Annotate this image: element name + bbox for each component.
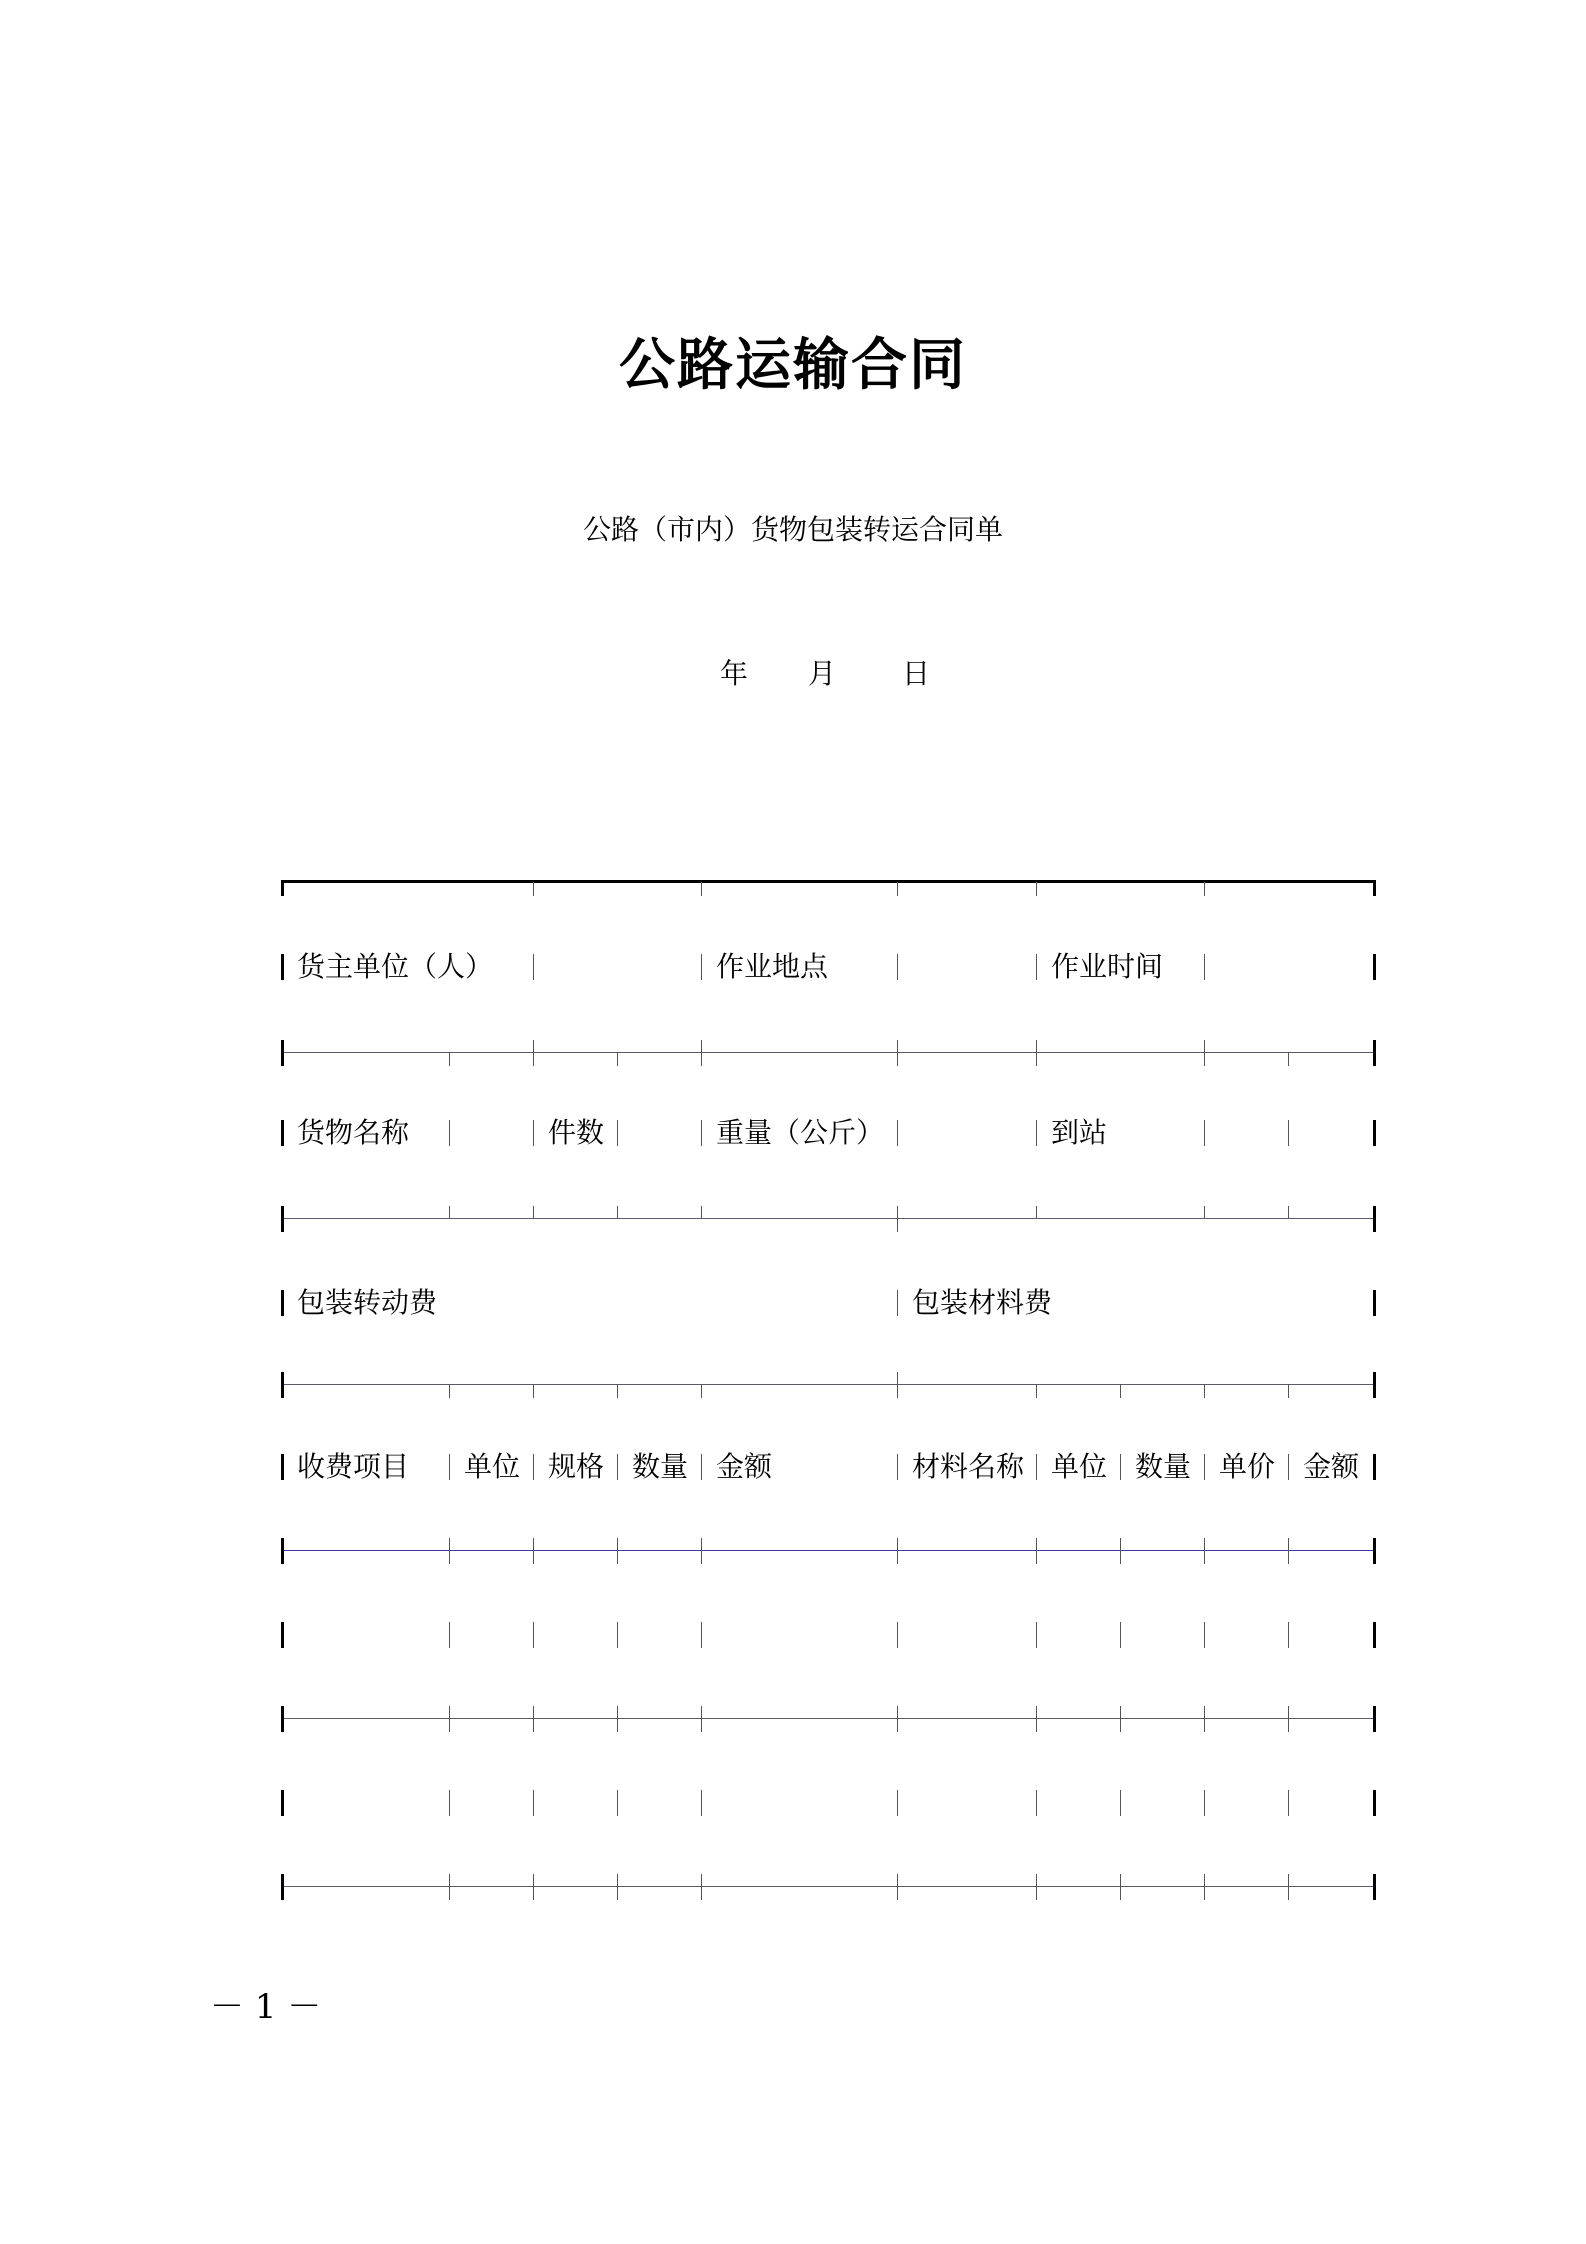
edge-tick bbox=[1373, 880, 1376, 896]
header-material-amount: 金额 bbox=[1303, 1450, 1360, 1483]
column-tick bbox=[449, 1206, 450, 1218]
column-separator bbox=[897, 1790, 898, 1816]
column-separator bbox=[897, 1120, 898, 1146]
row-rule bbox=[282, 1550, 1376, 1551]
column-tick bbox=[533, 882, 534, 896]
column-tick bbox=[533, 1384, 534, 1398]
label-shipper: 货主单位（人） bbox=[297, 950, 494, 983]
column-tick bbox=[897, 1538, 898, 1564]
column-tick bbox=[449, 1384, 450, 1398]
page-number: － 1 － bbox=[210, 1987, 322, 2027]
edge-tick bbox=[1373, 1790, 1376, 1816]
column-separator bbox=[617, 1120, 618, 1146]
column-separator bbox=[701, 1120, 702, 1146]
edge-tick bbox=[281, 1120, 284, 1146]
date-day: 日 bbox=[902, 657, 931, 690]
edge-tick bbox=[281, 1290, 284, 1316]
column-tick bbox=[1036, 1874, 1037, 1900]
column-separator bbox=[533, 1790, 534, 1816]
column-separator bbox=[1288, 1454, 1289, 1480]
label-goods-name: 货物名称 bbox=[297, 1116, 410, 1149]
column-separator bbox=[449, 1790, 450, 1816]
column-tick bbox=[701, 1538, 702, 1564]
column-separator bbox=[1288, 1622, 1289, 1648]
table-top-rule bbox=[282, 880, 1376, 883]
edge-tick bbox=[281, 1874, 284, 1900]
column-separator bbox=[701, 1622, 702, 1648]
column-separator bbox=[1036, 1120, 1037, 1146]
header-quantity: 数量 bbox=[632, 1450, 689, 1483]
column-tick bbox=[1120, 1706, 1121, 1732]
column-separator bbox=[701, 954, 702, 980]
column-separator bbox=[533, 1120, 534, 1146]
column-tick bbox=[897, 882, 898, 896]
column-tick bbox=[701, 1706, 702, 1732]
label-destination: 到站 bbox=[1051, 1116, 1108, 1149]
column-tick bbox=[533, 1538, 534, 1564]
column-separator bbox=[701, 1790, 702, 1816]
column-tick bbox=[897, 1372, 898, 1398]
row-rule bbox=[282, 1384, 1376, 1385]
edge-tick bbox=[281, 1622, 284, 1648]
edge-tick bbox=[281, 1790, 284, 1816]
column-tick bbox=[1204, 1538, 1205, 1564]
header-charge-item: 收费项目 bbox=[297, 1450, 410, 1483]
column-separator bbox=[533, 1622, 534, 1648]
column-separator bbox=[533, 1454, 534, 1480]
row-rule bbox=[282, 1718, 1376, 1719]
column-tick bbox=[1288, 1538, 1289, 1564]
column-tick bbox=[1288, 1706, 1289, 1732]
column-separator bbox=[1204, 1790, 1205, 1816]
header-unit-price: 单价 bbox=[1219, 1450, 1276, 1483]
column-tick bbox=[449, 1538, 450, 1564]
header-unit: 单位 bbox=[464, 1450, 521, 1483]
column-tick bbox=[897, 1040, 898, 1066]
edge-tick bbox=[1373, 1454, 1376, 1480]
column-separator bbox=[617, 1790, 618, 1816]
edge-tick bbox=[1373, 1538, 1376, 1564]
column-tick bbox=[1036, 1206, 1037, 1218]
column-separator bbox=[701, 1454, 702, 1480]
column-tick bbox=[1120, 1538, 1121, 1564]
column-tick bbox=[701, 1874, 702, 1900]
row-rule bbox=[282, 1886, 1376, 1887]
column-tick bbox=[1204, 1706, 1205, 1732]
column-tick bbox=[1288, 1206, 1289, 1218]
edge-tick bbox=[281, 1706, 284, 1732]
column-separator bbox=[1036, 1790, 1037, 1816]
document-title: 公路运输合同 bbox=[619, 333, 967, 398]
column-tick bbox=[533, 1874, 534, 1900]
header-spec: 规格 bbox=[548, 1450, 605, 1483]
document-subtitle: 公路（市内）货物包装转运合同单 bbox=[582, 513, 1003, 546]
edge-tick bbox=[281, 1538, 284, 1564]
row-rule bbox=[282, 1052, 1376, 1053]
header-material-quantity: 数量 bbox=[1135, 1450, 1192, 1483]
column-separator bbox=[617, 1622, 618, 1648]
column-separator bbox=[533, 954, 534, 980]
column-tick bbox=[1288, 1874, 1289, 1900]
row-rule bbox=[282, 1218, 1376, 1219]
column-separator bbox=[897, 954, 898, 980]
column-tick bbox=[1036, 1384, 1037, 1398]
column-tick bbox=[617, 1206, 618, 1218]
column-separator bbox=[1204, 1622, 1205, 1648]
column-tick bbox=[701, 1040, 702, 1066]
edge-tick bbox=[1373, 1622, 1376, 1648]
column-separator bbox=[617, 1454, 618, 1480]
column-separator bbox=[449, 1120, 450, 1146]
edge-tick bbox=[281, 1372, 284, 1398]
column-tick bbox=[617, 1538, 618, 1564]
label-packing-material-fee: 包装材料费 bbox=[912, 1286, 1053, 1319]
column-separator bbox=[1120, 1454, 1121, 1480]
edge-tick bbox=[1373, 1706, 1376, 1732]
header-material-unit: 单位 bbox=[1051, 1450, 1108, 1483]
column-tick bbox=[617, 1384, 618, 1398]
edge-tick bbox=[1373, 1120, 1376, 1146]
column-tick bbox=[533, 1706, 534, 1732]
column-tick bbox=[897, 1706, 898, 1732]
column-tick bbox=[701, 1206, 702, 1218]
column-tick bbox=[1036, 1538, 1037, 1564]
label-pieces: 件数 bbox=[548, 1116, 605, 1149]
label-work-location: 作业地点 bbox=[716, 950, 829, 983]
column-tick bbox=[1036, 882, 1037, 896]
column-tick bbox=[1036, 1040, 1037, 1066]
column-tick bbox=[1120, 1874, 1121, 1900]
column-separator bbox=[1036, 1454, 1037, 1480]
column-tick bbox=[449, 1706, 450, 1732]
edge-tick bbox=[1373, 1290, 1376, 1316]
column-tick bbox=[1288, 1384, 1289, 1398]
column-separator bbox=[1204, 1120, 1205, 1146]
column-separator bbox=[449, 1622, 450, 1648]
column-tick bbox=[1204, 882, 1205, 896]
column-tick bbox=[617, 1052, 618, 1066]
column-tick bbox=[449, 1874, 450, 1900]
column-separator bbox=[1204, 1454, 1205, 1480]
header-material-name: 材料名称 bbox=[912, 1450, 1025, 1483]
column-tick bbox=[1204, 1040, 1205, 1066]
edge-tick bbox=[281, 954, 284, 980]
column-tick bbox=[1204, 1206, 1205, 1218]
column-tick bbox=[701, 882, 702, 896]
edge-tick bbox=[281, 1454, 284, 1480]
column-tick bbox=[897, 1206, 898, 1232]
label-work-time: 作业时间 bbox=[1051, 950, 1164, 983]
label-weight: 重量（公斤） bbox=[716, 1116, 885, 1149]
edge-tick bbox=[281, 1040, 284, 1066]
column-separator bbox=[1288, 1790, 1289, 1816]
edge-tick bbox=[281, 1206, 284, 1232]
column-separator bbox=[1036, 1622, 1037, 1648]
edge-tick bbox=[1373, 1040, 1376, 1066]
column-tick bbox=[1204, 1874, 1205, 1900]
header-amount: 金额 bbox=[716, 1450, 773, 1483]
column-tick bbox=[1204, 1384, 1205, 1398]
edge-tick bbox=[281, 880, 284, 896]
column-tick bbox=[617, 1706, 618, 1732]
column-tick bbox=[449, 1052, 450, 1066]
column-separator bbox=[1204, 954, 1205, 980]
column-tick bbox=[1288, 1052, 1289, 1066]
column-separator bbox=[897, 1454, 898, 1480]
column-separator bbox=[449, 1454, 450, 1480]
column-separator bbox=[1288, 1120, 1289, 1146]
column-separator bbox=[897, 1622, 898, 1648]
edge-tick bbox=[1373, 1874, 1376, 1900]
column-tick bbox=[533, 1206, 534, 1218]
column-separator bbox=[1036, 954, 1037, 980]
column-tick bbox=[701, 1384, 702, 1398]
label-packing-transfer-fee: 包装转动费 bbox=[297, 1286, 438, 1319]
column-separator bbox=[1120, 1622, 1121, 1648]
column-tick bbox=[897, 1874, 898, 1900]
column-tick bbox=[1036, 1706, 1037, 1732]
column-tick bbox=[617, 1874, 618, 1900]
date-year: 年 bbox=[720, 657, 749, 690]
date-month: 月 bbox=[808, 657, 837, 690]
edge-tick bbox=[1373, 1372, 1376, 1398]
edge-tick bbox=[1373, 954, 1376, 980]
column-tick bbox=[1120, 1384, 1121, 1398]
edge-tick bbox=[1373, 1206, 1376, 1232]
column-tick bbox=[533, 1040, 534, 1066]
column-separator bbox=[897, 1290, 898, 1316]
column-separator bbox=[1120, 1790, 1121, 1816]
